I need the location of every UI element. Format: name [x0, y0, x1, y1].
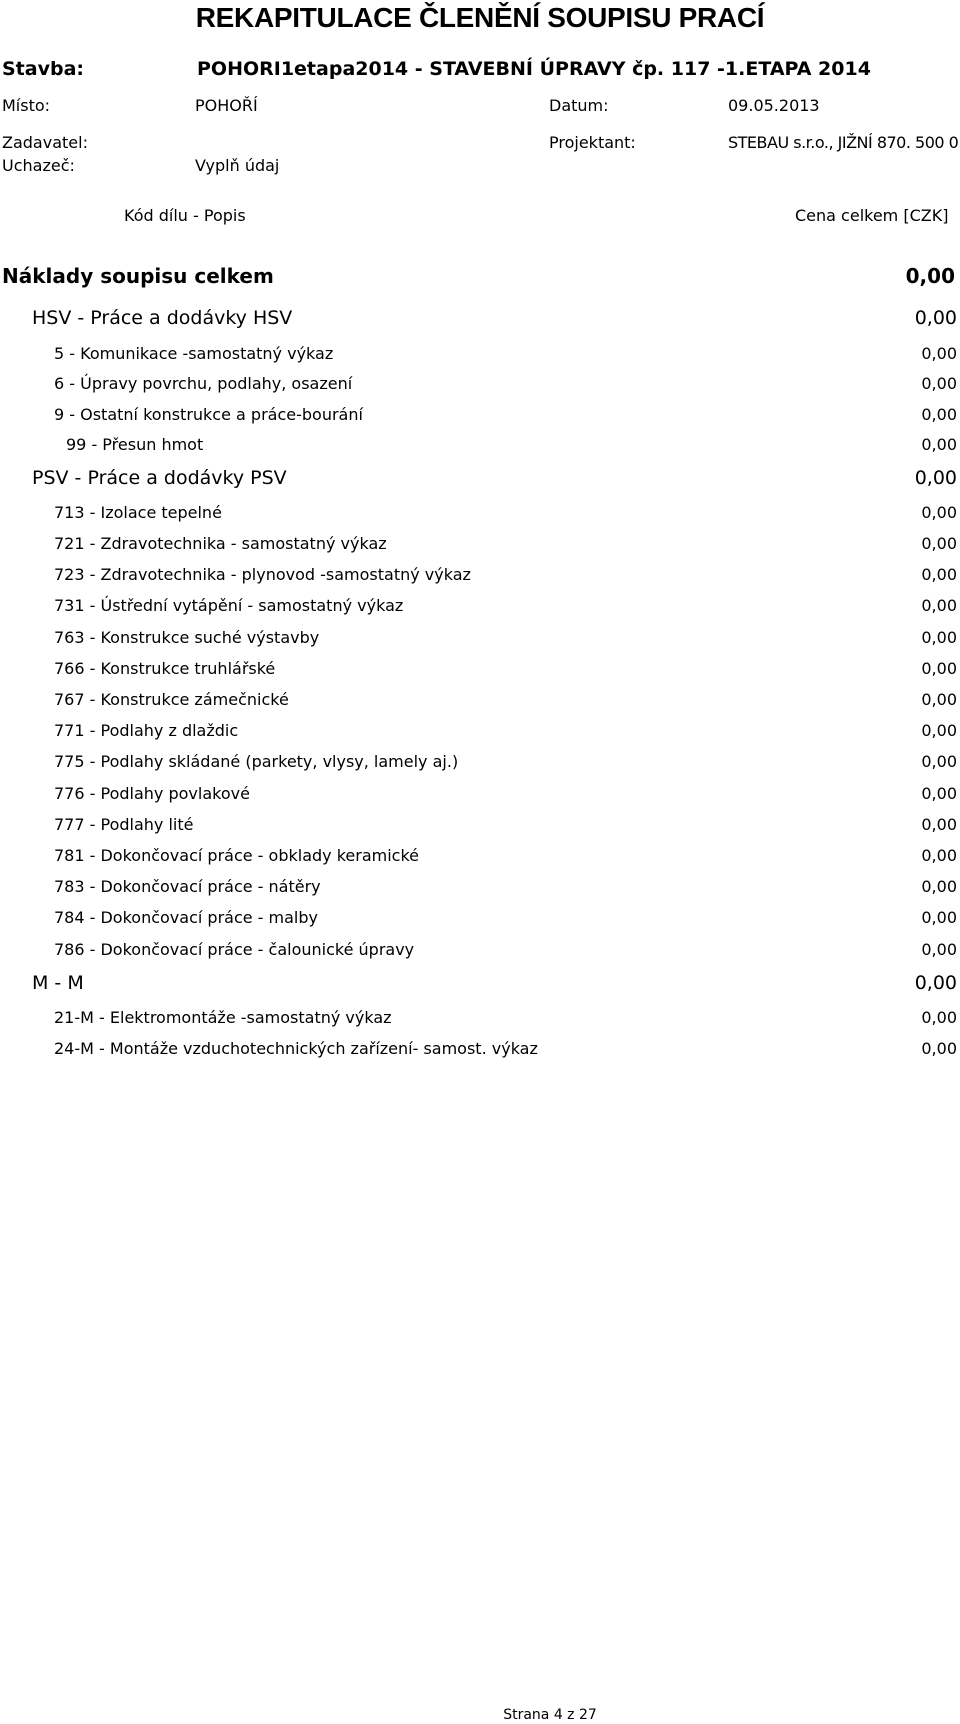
item-label: 9 - Ostatní konstrukce a práce-bourání — [54, 405, 363, 424]
column-header-code: Kód dílu - Popis — [124, 206, 246, 225]
item-label: 777 - Podlahy lité — [54, 815, 194, 834]
section-value: 0,00 — [914, 467, 957, 489]
item-value: 0,00 — [921, 596, 957, 615]
section-value: 0,00 — [914, 307, 957, 329]
item-label: 775 - Podlahy skládané (parkety, vlysy, lamely aj.) — [54, 752, 459, 771]
item-label: 771 - Podlahy z dlaždic — [54, 721, 239, 740]
item-value: 0,00 — [921, 1008, 957, 1027]
item-label: 713 - Izolace tepelné — [54, 503, 222, 522]
item-label: 21-M - Elektromontáže -samostatný výkaz — [54, 1008, 392, 1027]
item-value: 0,00 — [921, 344, 957, 363]
item-value: 0,00 — [921, 752, 957, 771]
uchazec-label: Uchazeč: — [2, 156, 75, 175]
uchazec-value: Vyplň údaj — [195, 156, 280, 175]
misto-value: POHOŘÍ — [195, 96, 258, 115]
datum-value: 09.05.2013 — [728, 96, 820, 115]
total-label: Náklady soupisu celkem — [2, 264, 274, 288]
section-value: 0,00 — [914, 972, 957, 994]
item-value: 0,00 — [921, 877, 957, 896]
item-label: 763 - Konstrukce suché výstavby — [54, 628, 320, 647]
projektant-value: STEBAU s.r.o., JIŽNÍ 870. 500 0 — [728, 133, 959, 152]
item-label: 767 - Konstrukce zámečnické — [54, 690, 289, 709]
item-label: 766 - Konstrukce truhlářské — [54, 659, 276, 678]
misto-label: Místo: — [2, 96, 51, 115]
stavba-label: Stavba: — [2, 58, 84, 80]
section-label: HSV - Práce a dodávky HSV — [32, 307, 293, 329]
item-label: 24-M - Montáže vzduchotechnických zařízení- samost. výkaz — [54, 1039, 538, 1058]
item-value: 0,00 — [921, 659, 957, 678]
item-label: 99 - Přesun hmot — [66, 435, 204, 454]
item-value: 0,00 — [921, 784, 957, 803]
datum-label: Datum: — [549, 96, 609, 115]
item-label: 776 - Podlahy povlakové — [54, 784, 250, 803]
page-title: REKAPITULACE ČLENĚNÍ SOUPISU PRACÍ — [195, 2, 765, 33]
zadavatel-label: Zadavatel: — [2, 133, 88, 152]
item-value: 0,00 — [921, 628, 957, 647]
item-label: 786 - Dokončovací práce - čalounické úpravy — [54, 940, 415, 959]
total-value: 0,00 — [905, 264, 955, 288]
item-label: 721 - Zdravotechnika - samostatný výkaz — [54, 534, 387, 553]
item-value: 0,00 — [921, 374, 957, 393]
item-value: 0,00 — [921, 940, 957, 959]
column-header-price: Cena celkem [CZK] — [795, 206, 949, 225]
item-value: 0,00 — [921, 846, 957, 865]
item-label: 784 - Dokončovací práce - malby — [54, 908, 318, 927]
section-label: M - M — [32, 972, 84, 994]
item-label: 5 - Komunikace -samostatný výkaz — [54, 344, 334, 363]
item-value: 0,00 — [921, 815, 957, 834]
item-label: 731 - Ústřední vytápění - samostatný výkaz — [54, 596, 404, 615]
item-value: 0,00 — [921, 908, 957, 927]
item-value: 0,00 — [921, 503, 957, 522]
item-value: 0,00 — [921, 534, 957, 553]
item-value: 0,00 — [921, 565, 957, 584]
section-label: PSV - Práce a dodávky PSV — [32, 467, 287, 489]
projektant-label: Projektant: — [549, 133, 636, 152]
item-value: 0,00 — [921, 405, 957, 424]
item-label: 723 - Zdravotechnika - plynovod -samostatný výkaz — [54, 565, 471, 584]
page-footer: Strana 4 z 27 — [503, 1707, 597, 1723]
stavba-value: POHORI1etapa2014 - STAVEBNÍ ÚPRAVY čp. 117 -1.ETAPA 2014 — [197, 58, 871, 80]
item-value: 0,00 — [921, 721, 957, 740]
item-label: 783 - Dokončovací práce - nátěry — [54, 877, 321, 896]
item-value: 0,00 — [921, 1039, 957, 1058]
item-value: 0,00 — [921, 435, 957, 454]
item-label: 781 - Dokončovací práce - obklady keramické — [54, 846, 419, 865]
item-value: 0,00 — [921, 690, 957, 709]
item-label: 6 - Úpravy povrchu, podlahy, osazení — [54, 374, 353, 393]
